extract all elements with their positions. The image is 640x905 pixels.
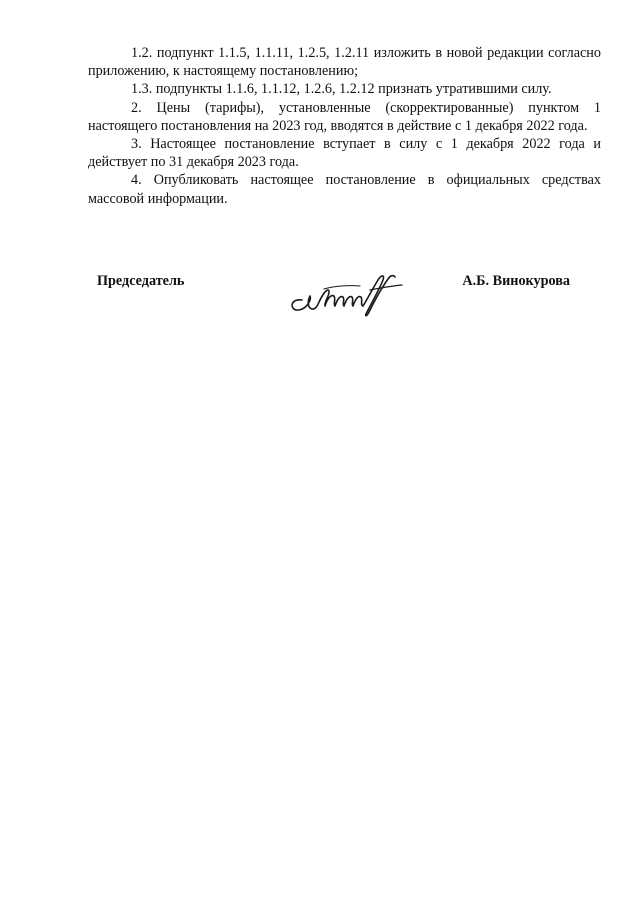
- paragraph-4: 4. Опубликовать настоящее постановление в официальных средствах массовой информации.: [88, 172, 601, 207]
- paragraph-2: 2. Цены (тарифы), установленные (скорректированные) пунктом 1 настоящего постановления на 2023 год, вводятся в действие с 1 декабря 2022 года.: [88, 99, 601, 134]
- handwritten-signature: [284, 266, 412, 320]
- paragraph-1-3: 1.3. подпункты 1.1.6, 1.1.12, 1.2.6, 1.2.12 признать утратившими силу.: [131, 81, 552, 98]
- document-body: [88, 44, 601, 208]
- signatory-title: Председатель: [97, 273, 185, 289]
- signature-block: [88, 270, 601, 330]
- signatory-name: А.Б. Винокурова: [462, 273, 570, 289]
- paragraph-1-2: 1.2. подпункт 1.1.5, 1.1.11, 1.2.5, 1.2.11 изложить в новой редакции согласно приложению, к настоящему постановлению;: [88, 45, 601, 80]
- paragraph-3: 3. Настоящее постановление вступает в силу с 1 декабря 2022 года и действует по 31 декабря 2023 года.: [88, 136, 601, 171]
